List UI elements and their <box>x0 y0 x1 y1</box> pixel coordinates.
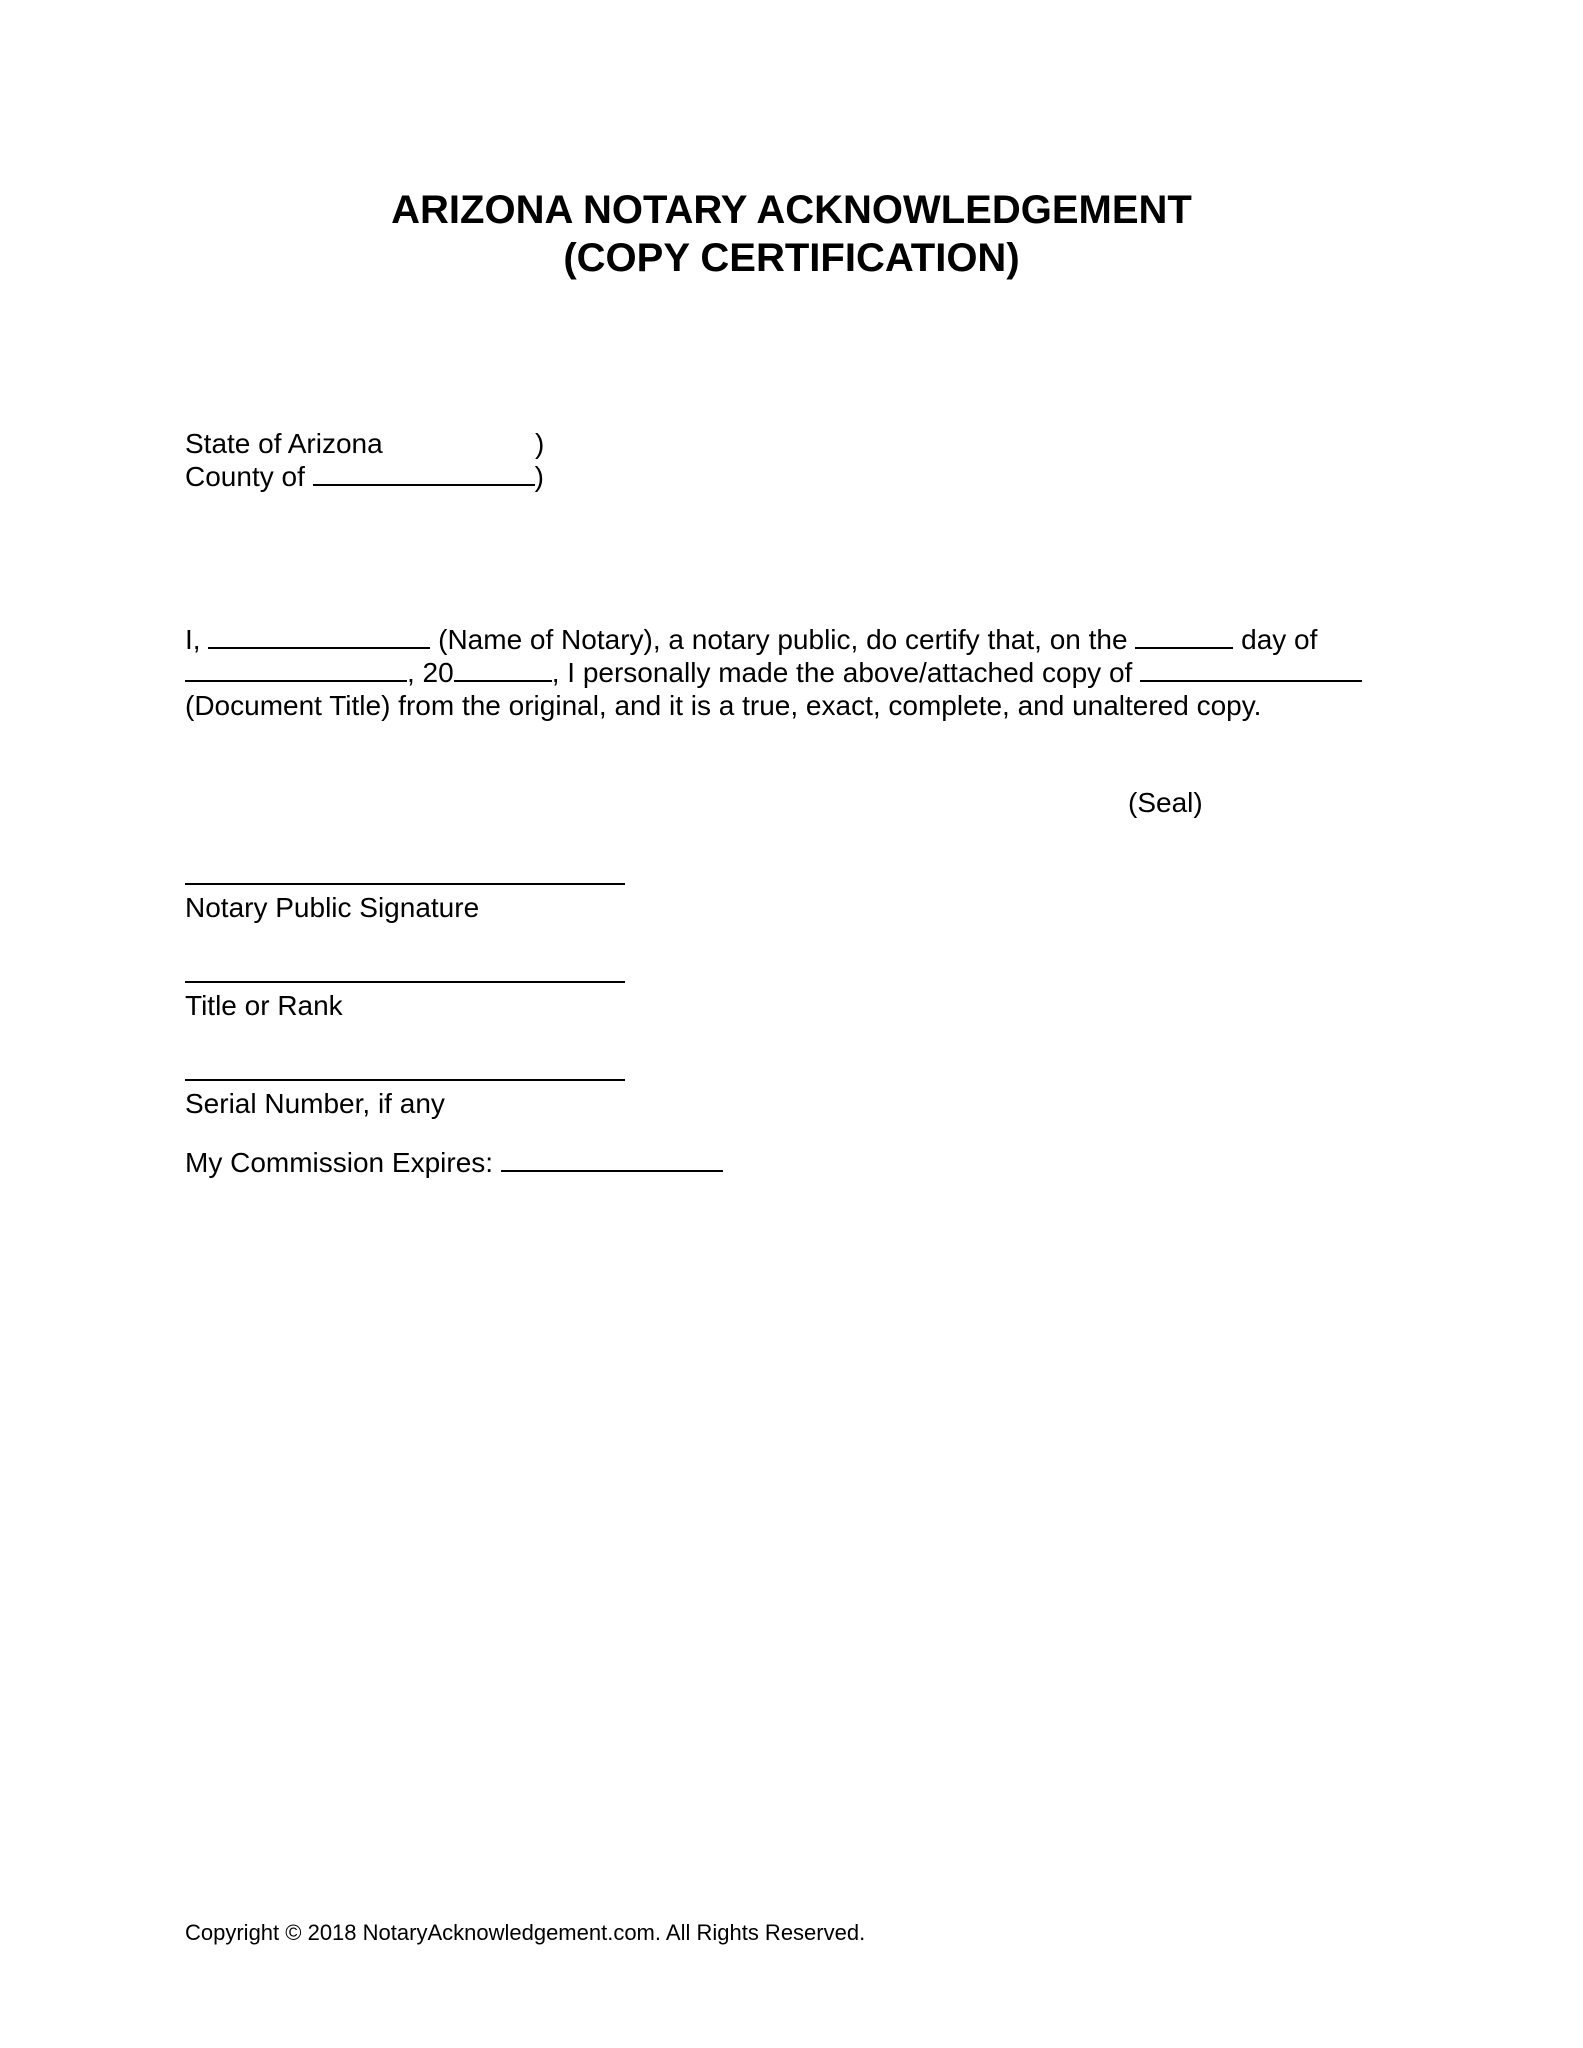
commission-expires-field <box>185 1146 723 1179</box>
title-line-2: (COPY CERTIFICATION) <box>563 236 1020 280</box>
title-line-1: ARIZONA NOTARY ACKNOWLEDGEMENT <box>391 188 1192 232</box>
certificate-line-3: (Document Title) from the original, and it is a true, exact, complete, and unaltered copy. <box>185 690 1262 721</box>
signature-line[interactable] <box>185 883 625 885</box>
signature-label: Notary Public Signature <box>185 892 480 923</box>
serial-number-line[interactable] <box>185 1079 625 1081</box>
year-blank[interactable] <box>454 656 552 682</box>
title-rank-field <box>185 981 625 1022</box>
serial-number-label: Serial Number, if any <box>185 1088 445 1119</box>
day-blank[interactable] <box>1135 623 1233 649</box>
serial-number-field <box>185 1079 625 1120</box>
certificate-text <box>185 623 1425 722</box>
county-blank[interactable] <box>313 460 535 486</box>
certificate-line-1-suffix: day of <box>1241 624 1318 655</box>
county-row <box>185 460 544 493</box>
certificate-line-2-mid: , I personally made the above/attached copy of <box>551 657 1133 688</box>
month-blank[interactable] <box>185 656 407 682</box>
venue-block <box>185 427 544 493</box>
state-row <box>185 427 544 460</box>
document-title <box>0 186 1583 282</box>
county-paren: ) <box>534 461 544 492</box>
state-paren: ) <box>535 428 545 459</box>
signature-field <box>185 883 625 924</box>
title-rank-label: Title or Rank <box>185 990 343 1021</box>
notary-name-blank[interactable] <box>208 623 430 649</box>
certificate-line-2 <box>185 656 1425 689</box>
year-prefix: , 20 <box>407 657 454 688</box>
document-title-blank[interactable] <box>1140 656 1362 682</box>
certificate-prefix: I, <box>185 624 201 655</box>
seal-label: (Seal) <box>1128 787 1203 818</box>
certificate-line-1 <box>185 623 1425 656</box>
state-label: State of Arizona <box>185 428 383 459</box>
certificate-line-1-mid: (Name of Notary), a notary public, do certify that, on the <box>438 624 1128 655</box>
county-label: County of <box>185 461 305 492</box>
commission-expires-label: My Commission Expires: <box>185 1147 494 1178</box>
title-rank-line[interactable] <box>185 981 625 983</box>
copyright-footer: Copyright © 2018 NotaryAcknowledgement.com. All Rights Reserved. <box>185 1920 866 1945</box>
commission-expires-blank[interactable] <box>501 1146 723 1172</box>
